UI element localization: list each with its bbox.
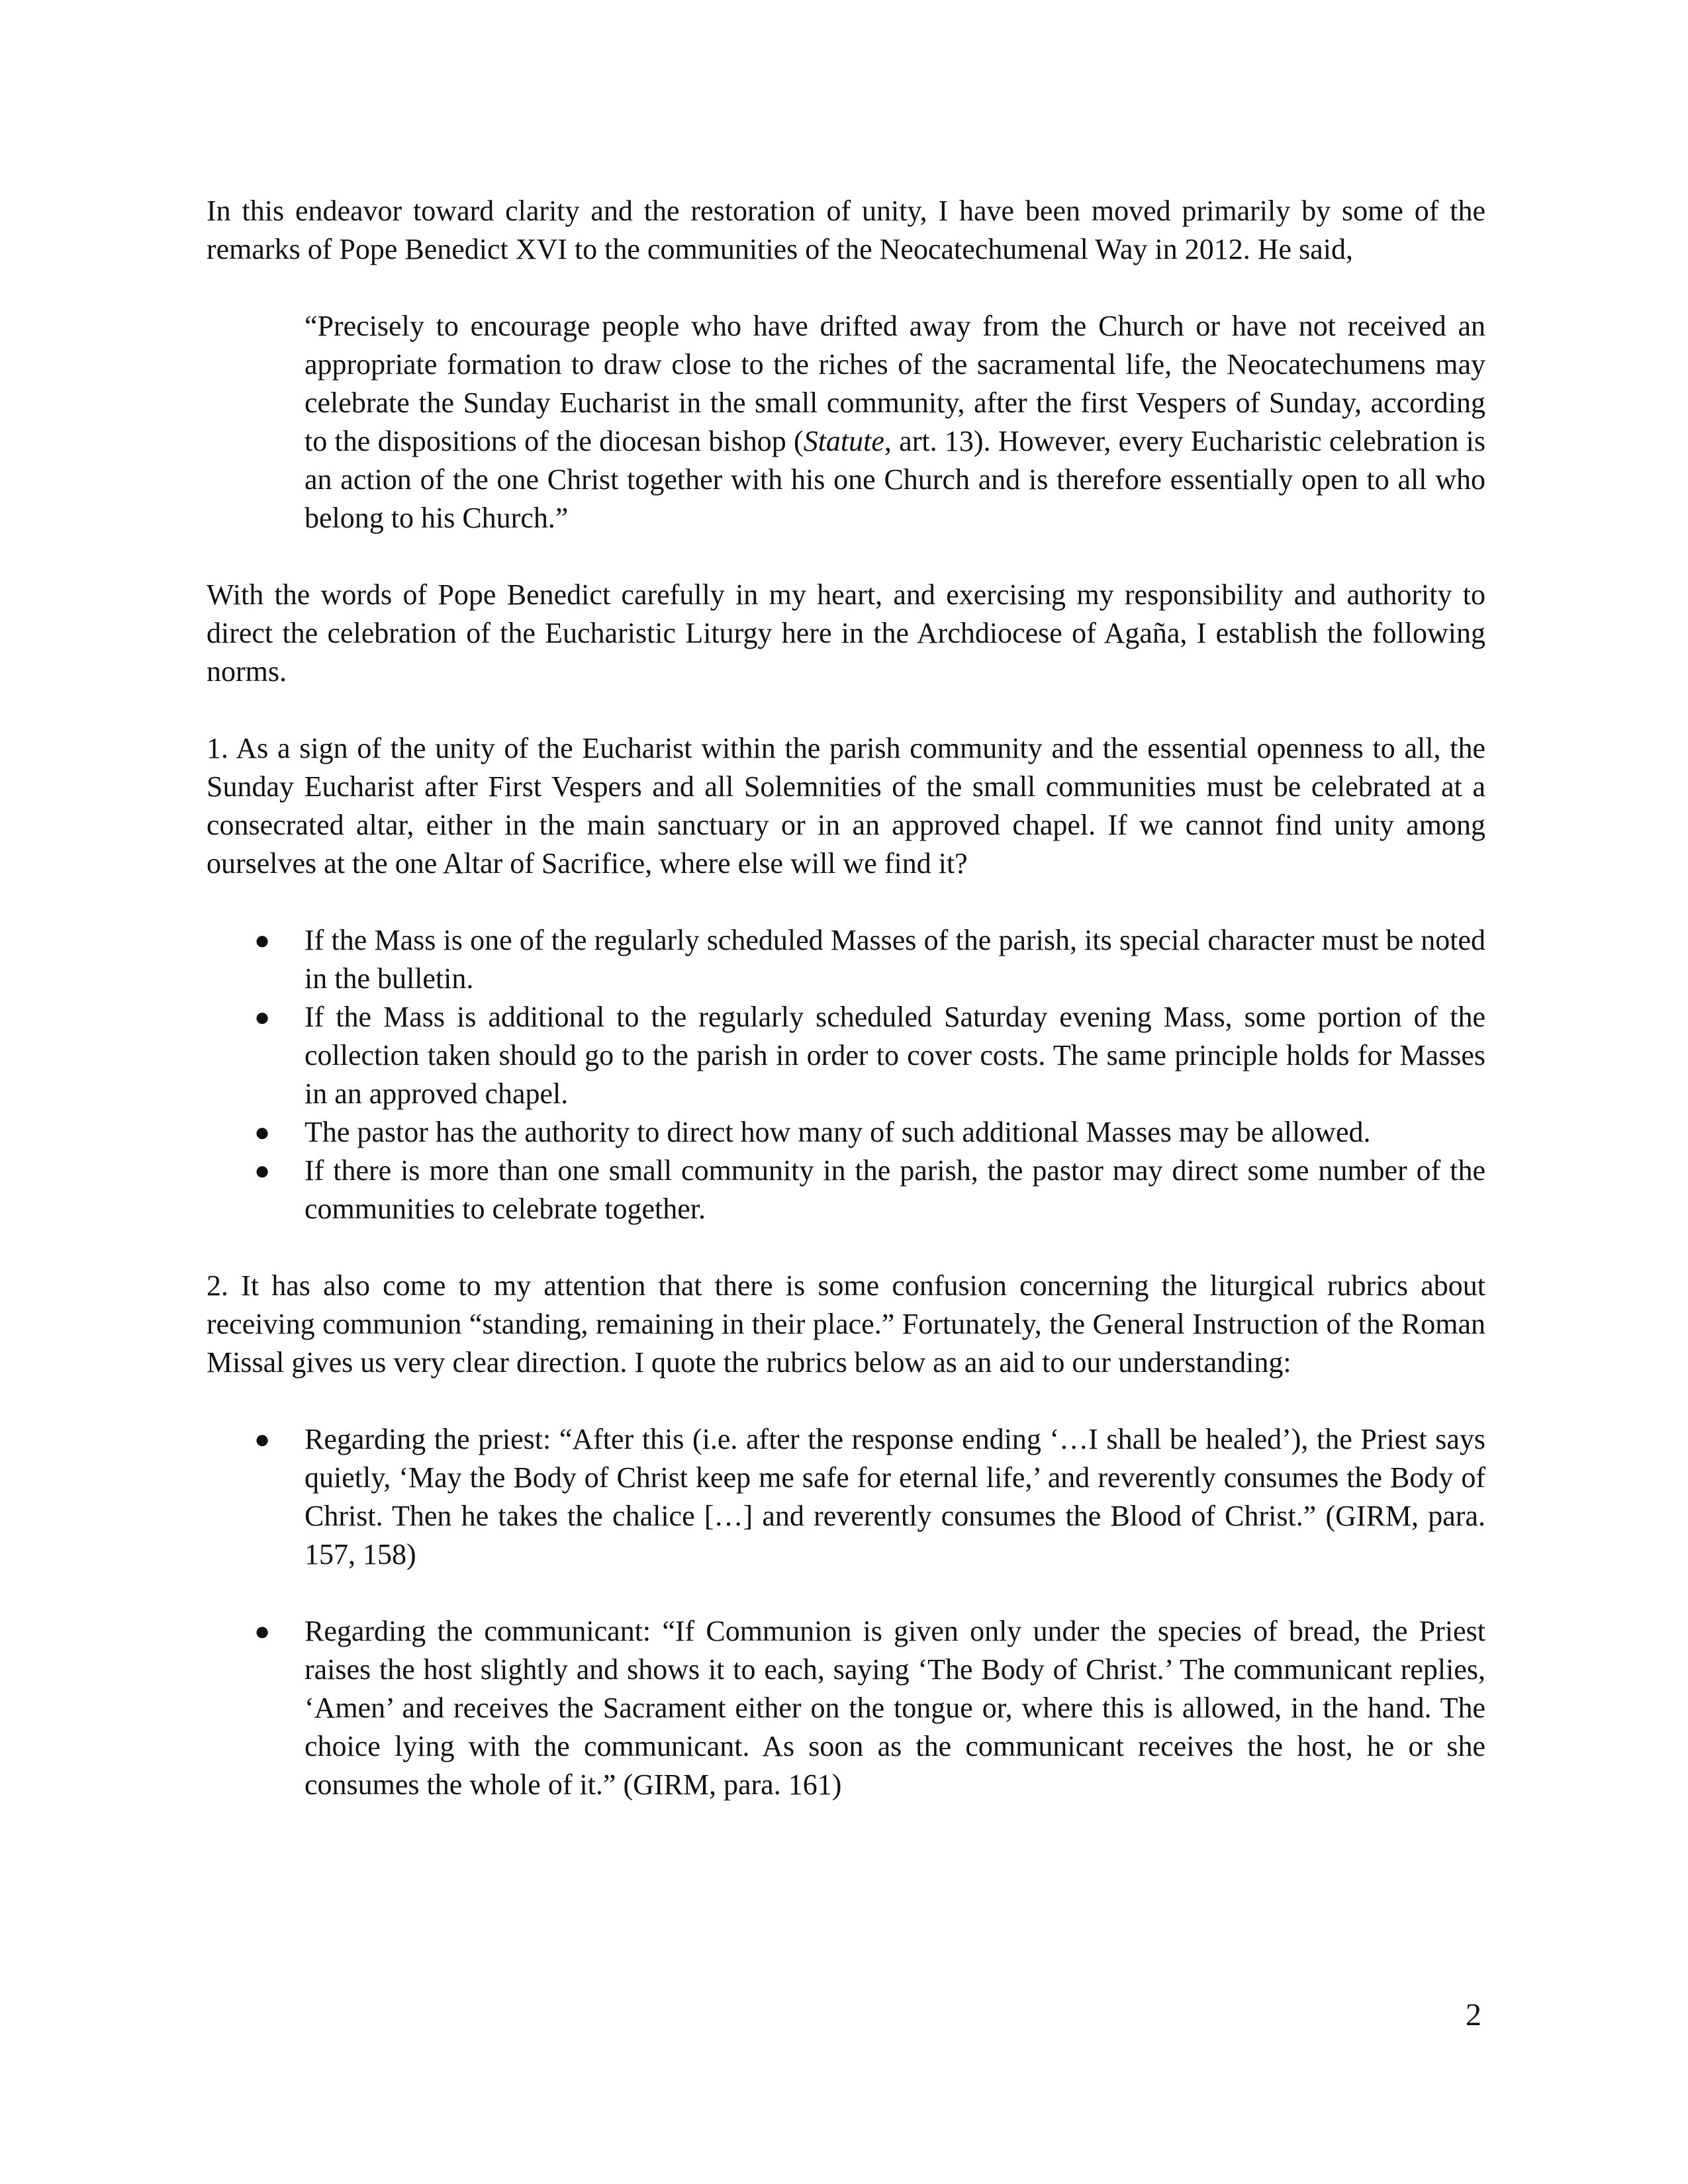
bullet-icon: ● — [254, 925, 271, 955]
norm-1-paragraph: 1. As a sign of the unity of the Eucharist within the parish community and the essential openness to all, the Sunday Eucharist after First Vespers and all Solemnities of the small communities must be celebrated at a consecrated altar, either in the main sanctuary or in an approved chapel. If we cannot find unity among ourselves at the one Altar of Sacrifice, where else will we find it? — [207, 732, 1485, 880]
bullet-text: If the Mass is one of the regularly scheduled Masses of the parish, its special character must be noted in the bulletin. — [305, 924, 1485, 995]
quote-part-2: , art. 13). However, every Eucharistic celebration is an action of the one Christ together with his one Church and is therefore essentially open to all who belong to his Church.” — [305, 425, 1485, 534]
bullet-icon: ● — [254, 1156, 271, 1185]
list-item — [207, 921, 1485, 998]
bullet-text: The pastor has the authority to direct how many of such additional Masses may be allowed. — [305, 1116, 1371, 1148]
bullet-text: Regarding the priest: “After this (i.e. after the response ending ‘…I shall be healed’), the Priest says quietly, ‘May the Body of Christ keep me safe for eternal life,’ and reverently consumes the Body of Christ. Then he takes the chalice […] and reverently consumes the Blood of Christ.” (GIRM, para. 157, 158) — [305, 1423, 1485, 1570]
bullet-icon: ● — [254, 1616, 271, 1646]
list-item — [207, 1152, 1485, 1228]
benedict-quote — [305, 307, 1485, 537]
list-item — [207, 998, 1485, 1113]
bullet-text: If there is more than one small community in the parish, the pastor may direct some number of the communities to celebrate together. — [305, 1154, 1485, 1225]
quote-statute-italic: Statute — [803, 425, 884, 457]
page-number: 2 — [1466, 1997, 1481, 2032]
quote-part-1: “Precisely to encourage people who have drifted away from the Church or have not received an appropriate formation to draw close to the riches of the sacramental life, the Neocatechumens may celebrate the Sunday Eucharist in the small community, after the first Vespers of Sunday, according to the dispositions of the diocesan bishop ( — [305, 310, 1485, 457]
norms-intro-paragraph: With the words of Pope Benedict carefully in my heart, and exercising my responsibility and authority to direct the celebration of the Eucharistic Liturgy here in the Archdiocese of Agaña, I establish the following norms. — [207, 578, 1485, 688]
norm-2-paragraph: 2. It has also come to my attention that there is some confusion concerning the liturgical rubrics about receiving communion “standing, remaining in their place.” Fortunately, the General Instruction of the Roman Missal gives us very clear direction. I quote the rubrics below as an aid to our understanding: — [207, 1269, 1485, 1379]
bullet-icon: ● — [254, 1002, 271, 1032]
intro-paragraph: In this endeavor toward clarity and the restoration of unity, I have been moved primarily by some of the remarks of Pope Benedict XVI to the communities of the Neocatechumenal Way in 2012. He said, — [207, 195, 1485, 265]
list-item — [207, 1420, 1485, 1574]
list-item — [207, 1113, 1485, 1152]
bullet-text: If the Mass is additional to the regularly scheduled Saturday evening Mass, some portion of the collection taken should go to the parish in order to cover costs. The same principle holds for Masses in an approved chapel. — [305, 1001, 1485, 1110]
bullet-icon: ● — [254, 1117, 271, 1147]
bullet-icon: ● — [254, 1424, 271, 1454]
list-item — [207, 1612, 1485, 1804]
bullet-text: Regarding the communicant: “If Communion is given only under the species of bread, the Priest raises the host slightly and shows it to each, saying ‘The Body of Christ.’ The communicant replies, ‘Amen’ and receives the Sacrament either on the tongue or, where this is allowed, in the hand. The choice lying with the communicant. As soon as the communicant receives the host, he or she consumes the whole of it.” (GIRM, para. 161) — [305, 1615, 1485, 1801]
norm-2-bullet-list — [207, 1420, 1485, 1804]
document-page — [207, 192, 1485, 1843]
norm-1-bullet-list — [207, 921, 1485, 1228]
